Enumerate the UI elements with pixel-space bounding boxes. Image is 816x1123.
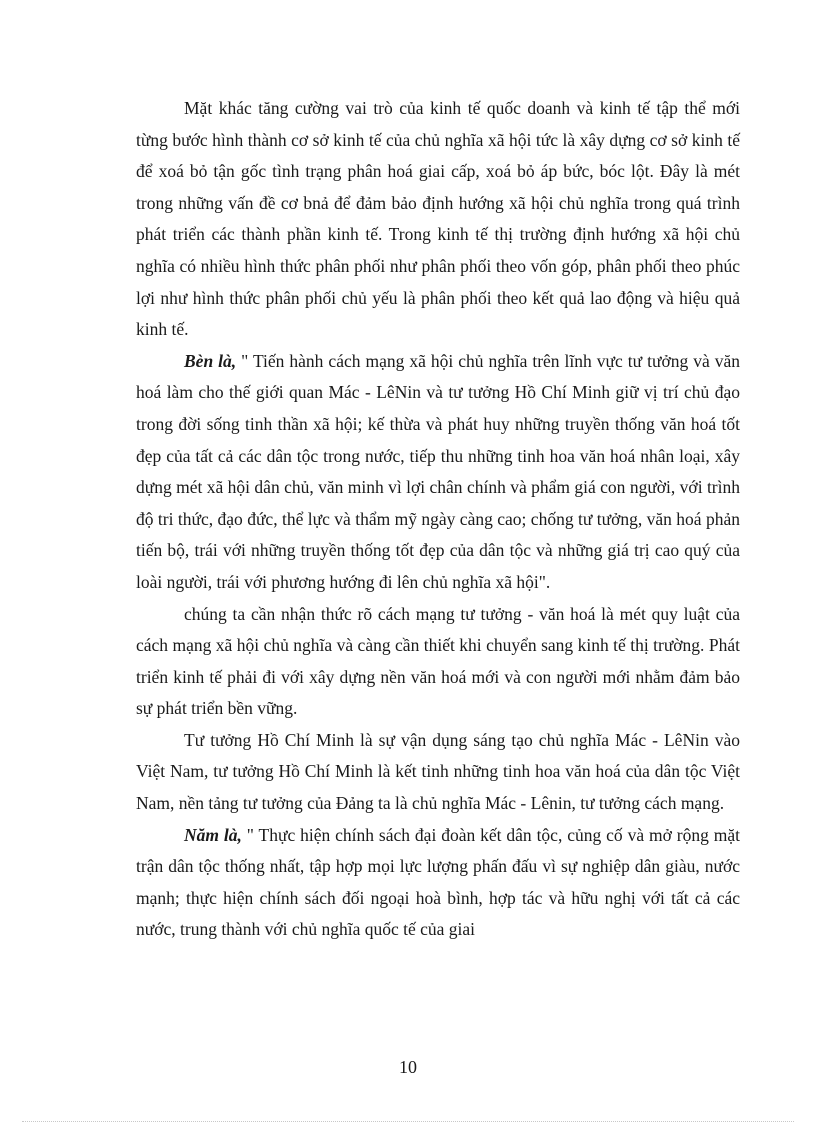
paragraph-3-text: chúng ta cần nhận thức rõ cách mạng tư tưởng - văn hoá là mét quy luật của cách mạng xã hội chủ nghĩa và càng cần thiết khi chuyển sang kinh tế thị trường. Phát triển kinh tế phải đi với xây dựng nền văn hoá mới và con người mới nhằm đảm bảo sự phát triển bền vững. [136,603,740,719]
paragraph-4 [136,725,740,820]
paragraph-2-lead: Bèn là, [184,350,237,371]
paragraph-3 [136,599,740,725]
paragraph-2-text: " Tiến hành cách mạng xã hội chủ nghĩa trên lĩnh vực tư tưởng và văn hoá làm cho thế giới quan Mác - LêNin và tư tưởng Hồ Chí Minh giữ vị trí chủ đạo trong đời sống tinh thần xã hội; kế thừa và phát huy những truyền thống văn hoá tốt đẹp của tất cả các dân tộc trong nước, tiếp thu những tinh hoa văn hoá nhân loại, xây dựng mét xã hội dân chủ, văn minh vì lợi chân chính và phẩm giá con người, với trình độ tri thức, đạo đức, thể lực và thẩm mỹ ngày càng cao; chống tư tưởng, văn hoá phản tiến bộ, trái với những truyền thống tốt đẹp của dân tộc và những giá trị cao quý của loài người, trái với phương hướng đi lên chủ nghĩa xã hội". [136,350,740,592]
paragraph-1 [136,93,740,346]
paragraph-2 [136,346,740,599]
paragraph-5-text: " Thực hiện chính sách đại đoàn kết dân tộc, củng cố và mở rộng mặt trận dân tộc thống nhất, tập hợp mọi lực lượng phấn đấu vì sự nghiệp dân giàu, nước mạnh; thực hiện chính sách đối ngoại hoà bình, hợp tác và hữu nghị với tất cả các nước, trung thành với chủ nghĩa quốc tế của giai [136,824,740,940]
paragraph-1-text: Mặt khác tăng cường vai trò của kinh tế quốc doanh và kinh tế tập thể mới từng bước hình thành cơ sở kinh tế của chủ nghĩa xã hội tức là xây dựng cơ sở kinh tế để xoá bỏ tận gốc tình trạng phân hoá giai cấp, xoá bỏ áp bức, bóc lột. Đây là mét trong những vấn đề cơ bnả để đảm bảo định hướng xã hội chủ nghĩa trong quá trình phát triển các thành phần kinh tế. Trong kinh tế thị trường định hướng xã hội chủ nghĩa có nhiều hình thức phân phối như phân phối theo vốn góp, phân phối theo phúc lợi như hình thức phân phối chủ yếu là phân phối theo kết quả lao động và hiệu quả kinh tế. [136,98,740,340]
paragraph-5 [136,820,740,946]
paragraph-4-text: Tư tưởng Hồ Chí Minh là sự vận dụng sáng tạo chủ nghĩa Mác - LêNin vào Việt Nam, tư tưởng Hồ Chí Minh là kết tinh những tinh hoa văn hoá của dân tộc Việt Nam, nền tảng tư tưởng của Đảng ta là chủ nghĩa Mác - Lênin, tư tưởng cách mạng. [136,729,740,814]
document-body [136,93,740,946]
paragraph-5-lead: Năm là, [184,824,242,845]
page-bottom-divider [22,1121,794,1122]
page-number: 10 [399,1057,417,1077]
